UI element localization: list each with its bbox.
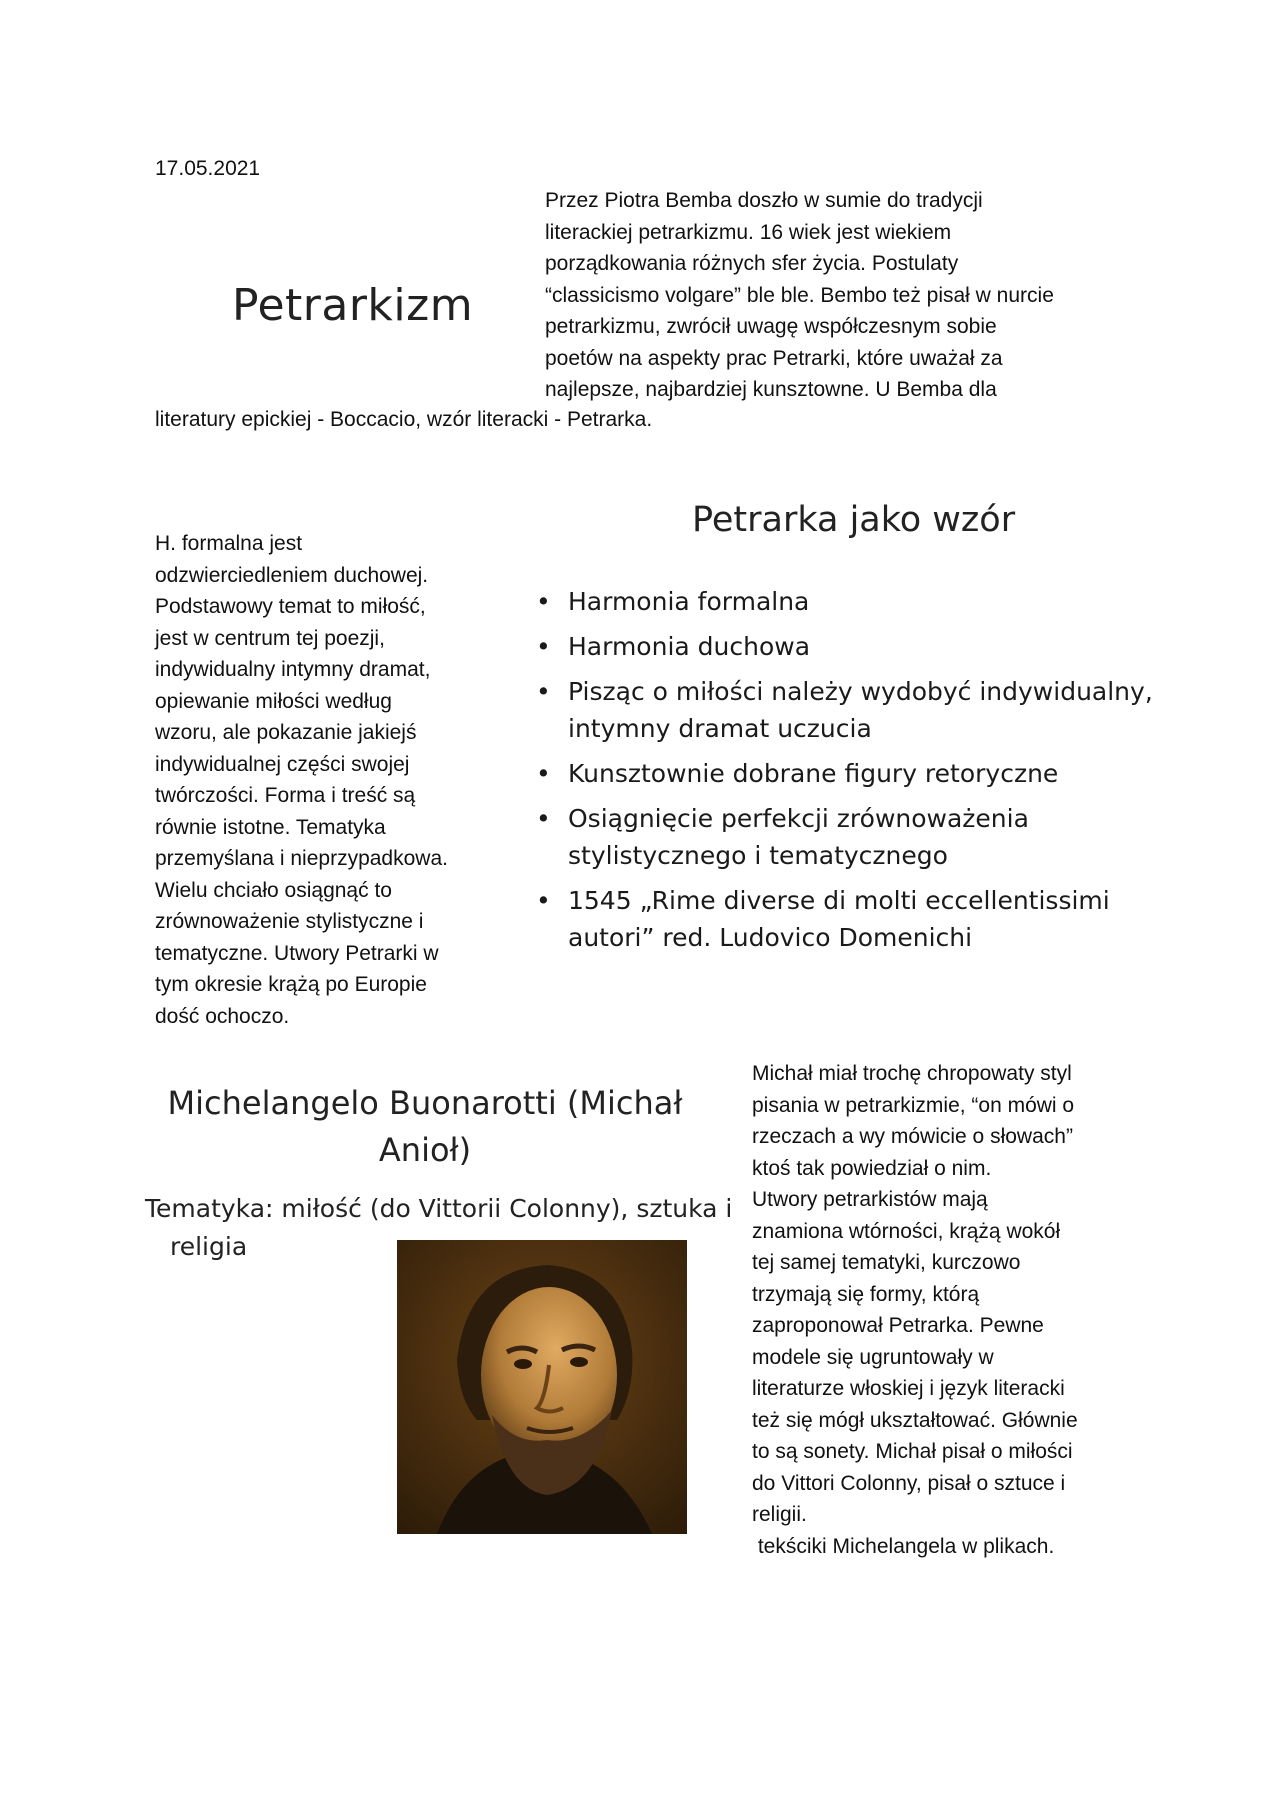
text-line: odzwierciedleniem duchowej. bbox=[155, 563, 429, 587]
bullet-icon: • bbox=[536, 632, 551, 661]
text-line: tekściki Michelangela w plikach. bbox=[752, 1534, 1055, 1558]
bullet-icon: • bbox=[536, 804, 551, 833]
text-line: Michał miał trochę chropowaty styl bbox=[752, 1062, 1072, 1085]
text-line: Utwory petrarkistów mają bbox=[752, 1188, 988, 1211]
slide-title-petrarka-jako-wzor: Petrarka jako wzór bbox=[692, 500, 1016, 540]
text-line: zaproponował Petrarka. Pewne bbox=[752, 1314, 1044, 1337]
text-line: twórczości. Forma i treść są bbox=[155, 784, 416, 807]
bullet-item: • Pisząc o miłości należy wydobyć indywidualny, intymny dramat uczucia bbox=[530, 673, 1210, 747]
text-line: porządkowania różnych sfer życia. Postulaty bbox=[545, 252, 959, 275]
text-line: dość ochoczo. bbox=[155, 1004, 290, 1028]
text-line: najlepsze, najbardziej kunsztowne. U Bemba dla bbox=[545, 378, 997, 401]
bullet-icon: • bbox=[536, 759, 551, 788]
text-line: tym okresie krążą po Europie bbox=[155, 973, 427, 996]
text-line: tematyczne. Utwory Petrarki w bbox=[155, 941, 439, 965]
text-line: Wielu chciało osiągnąć to bbox=[155, 878, 392, 902]
bullet-icon: • bbox=[536, 677, 551, 706]
text-line: przemyślana i nieprzypadkowa. bbox=[155, 847, 448, 870]
bullet-item: • Harmonia duchowa bbox=[530, 628, 1210, 665]
bembo-paragraph bbox=[545, 185, 1105, 406]
text-line: “classicismo volgare” ble ble. Bembo też pisał w nurcie bbox=[545, 283, 1054, 307]
text-line: pisania w petrarkizmie, “on mówi o bbox=[752, 1093, 1075, 1117]
text-line: H. formalna jest bbox=[155, 532, 303, 555]
text-line: wzoru, ale pokazanie jakiejś bbox=[155, 721, 417, 744]
date: 17.05.2021 bbox=[155, 157, 261, 180]
text-line: literackiej petrarkizmu. 16 wiek jest wiekiem bbox=[545, 220, 952, 244]
text-line: tej samej tematyki, kurczowo bbox=[752, 1251, 1021, 1274]
bullet-icon: • bbox=[536, 587, 551, 616]
slide-title-petrarkizm: Petrarkizm bbox=[232, 280, 474, 331]
text-line: zrównoważenie stylistyczne i bbox=[155, 910, 424, 933]
bullet-item: • Harmonia formalna bbox=[530, 583, 1210, 620]
text-line: religii. bbox=[752, 1503, 807, 1526]
slide-bullet-list bbox=[530, 583, 1210, 964]
text-line: ktoś tak powiedział o nim. bbox=[752, 1156, 992, 1180]
bullet-item: • Kunsztownie dobrane figury retoryczne bbox=[530, 755, 1210, 792]
text-line: modele się ugruntowały w bbox=[752, 1345, 994, 1369]
text-line: rzeczach a wy mówicie o słowach” bbox=[752, 1125, 1073, 1148]
text-line: Podstawowy temat to miłość, bbox=[155, 595, 426, 618]
text-line: poetów na aspekty prac Petrarki, które uważał za bbox=[545, 346, 1003, 370]
right-notes bbox=[752, 1058, 1132, 1562]
text-line: indywidualnej części swojej bbox=[155, 752, 410, 776]
left-notes bbox=[155, 528, 500, 1032]
text-line: literaturze włoskiej i język literacki bbox=[752, 1377, 1065, 1400]
text-line: też się mógł ukształtować. Głównie bbox=[752, 1408, 1078, 1432]
bembo-paragraph-last-line: literatury epickiej - Boccacio, wzór literacki - Petrarka. bbox=[155, 408, 653, 431]
michelangelo-portrait bbox=[397, 1240, 687, 1534]
text-line: to są sonety. Michał pisał o miłości bbox=[752, 1440, 1073, 1463]
text-line: opiewanie miłości według bbox=[155, 689, 392, 713]
text-line: petrarkizmu, zwrócił uwagę współczesnym sobie bbox=[545, 315, 997, 338]
text-line: jest w centrum tej poezji, bbox=[155, 626, 385, 650]
bullet-item: • 1545 „Rime diverse di molti eccellentissimi autori” red. Ludovico Domenichi bbox=[530, 882, 1210, 956]
bullet-item: • Osiągnięcie perfekcji zrównoważenia stylistycznego i tematycznego bbox=[530, 800, 1210, 874]
text-line: równie istotne. Tematyka bbox=[155, 815, 386, 839]
text-line: trzymają się formy, którą bbox=[752, 1282, 980, 1306]
slide-subtitle-tematyka: Tematyka: miłość (do Vittorii Colonny), sztuka i religia bbox=[145, 1194, 733, 1261]
slide-title-michelangelo: Michelangelo Buonarotti (Michał Anioł) bbox=[167, 1084, 683, 1169]
text-line: Przez Piotra Bemba doszło w sumie do tradycji bbox=[545, 189, 983, 212]
text-line: znamiona wtórności, krążą wokół bbox=[752, 1219, 1061, 1243]
text-line: do Vittori Colonny, pisał o sztuce i bbox=[752, 1471, 1066, 1495]
text-line: indywidualny intymny dramat, bbox=[155, 658, 431, 681]
bullet-icon: • bbox=[536, 886, 551, 915]
